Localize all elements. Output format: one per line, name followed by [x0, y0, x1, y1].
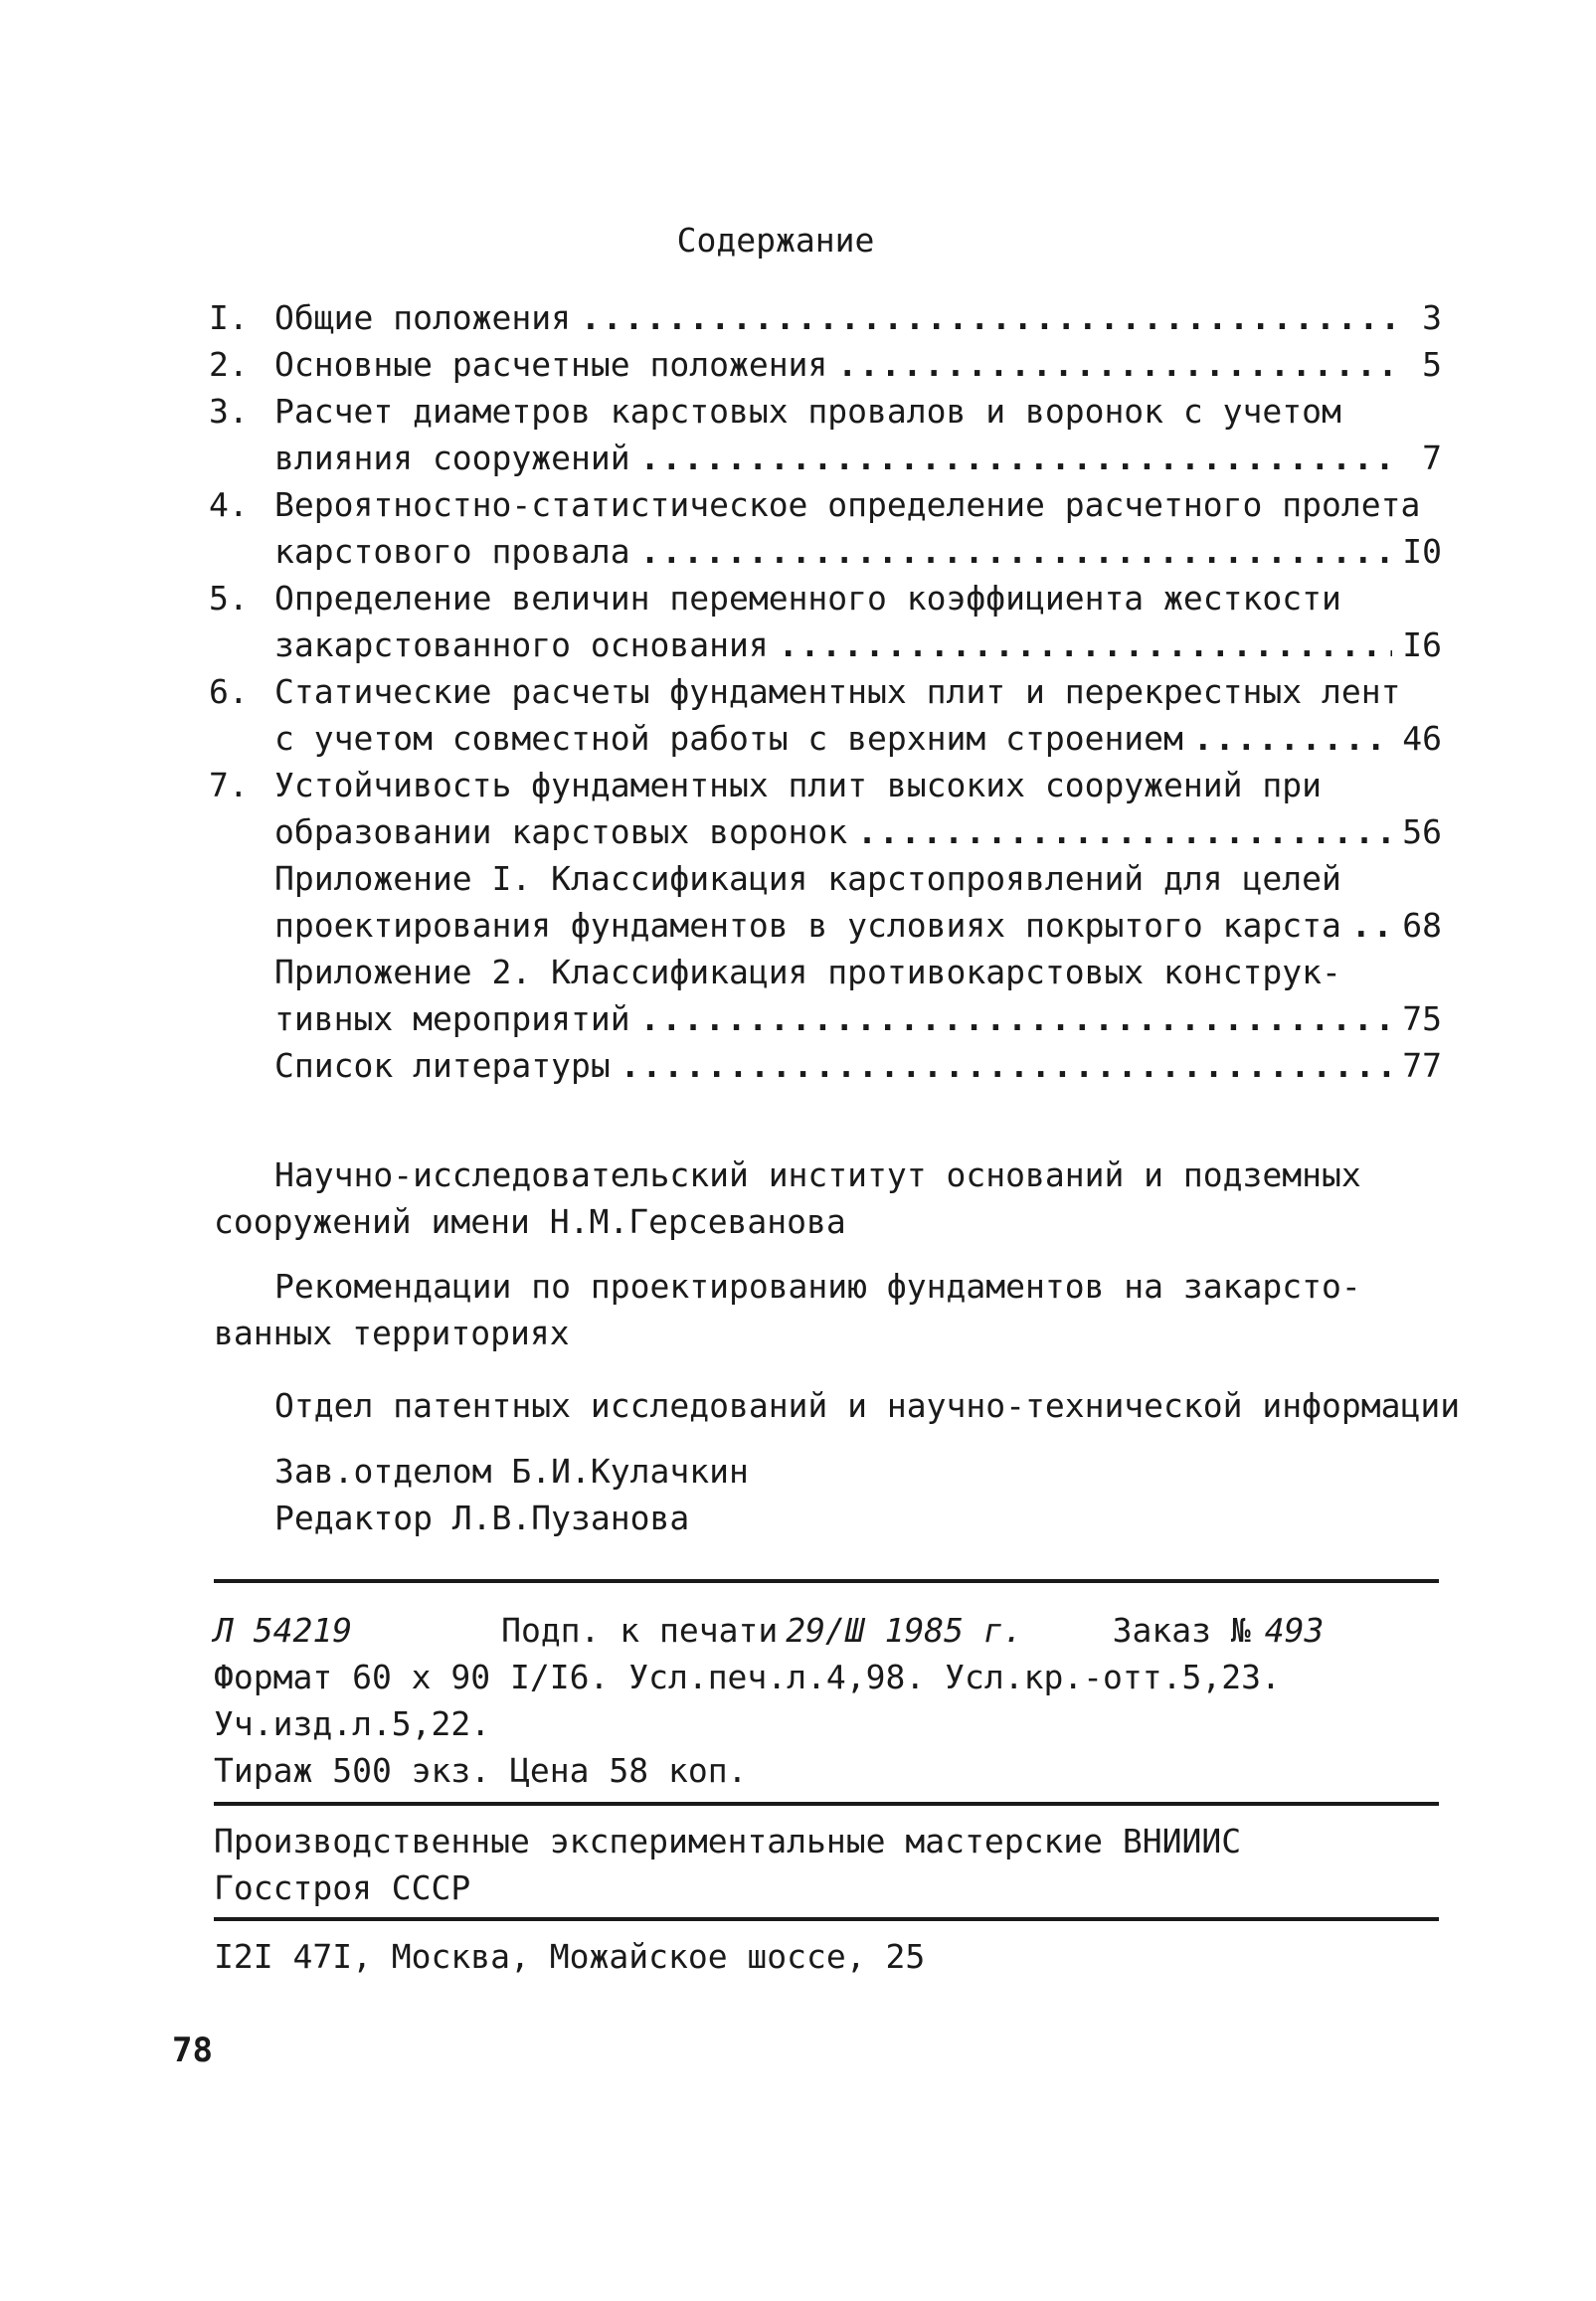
toc-text: с учетом совместной работы с верхним строением — [274, 719, 1183, 758]
toc-entry-5[interactable] — [209, 579, 1442, 625]
signed-date: 29/Ш 1985 г. — [786, 1611, 1023, 1650]
toc-page: 5 — [1422, 345, 1442, 384]
toc-entry-3-cont[interactable] — [209, 439, 1442, 485]
imprint-format: Формат 60 х 90 I/I6. Усл.печ.л.4,98. Усл.кр.-отт.5,23. — [214, 1658, 1281, 1696]
department: Отдел патентных исследований и научно-технической информации — [274, 1386, 1461, 1425]
divider-rule — [214, 1579, 1439, 1583]
toc-number: I. — [209, 298, 249, 337]
toc-page: 3 — [1422, 298, 1442, 337]
editor: Редактор Л.В.Пузанова — [274, 1499, 690, 1537]
printer-line-2: Госстроя СССР — [214, 1868, 471, 1907]
toc-entry-references[interactable] — [209, 1046, 1442, 1093]
toc-text: Основные расчетные положения — [274, 345, 828, 384]
toc-number: 6. — [209, 672, 249, 711]
order-label: Заказ № — [1112, 1611, 1251, 1650]
toc-entry-4-cont[interactable] — [209, 532, 1442, 579]
dot-leader — [581, 298, 1402, 337]
imprint-edition-sheets: Уч.изд.л.5,22. — [214, 1704, 491, 1743]
toc-text: Приложение I. Классификация карстопроявлений для целей — [274, 859, 1341, 898]
dot-leader — [640, 532, 1393, 571]
toc-page: 56 — [1402, 812, 1442, 851]
toc-text: закарстованного основания — [274, 625, 769, 664]
toc-text: Расчет диаметров карстовых провалов и воронок с учетом — [274, 392, 1341, 431]
imprint-code: Л 54219 — [214, 1611, 353, 1650]
recommendations-line-1: Рекомендации по проектированию фундаментов на закарсто- — [274, 1267, 1361, 1306]
toc-page: I0 — [1402, 532, 1442, 571]
toc-entry-4[interactable] — [209, 485, 1442, 532]
toc-text: Вероятностно-статистическое определение расчетного пролета — [274, 485, 1421, 524]
toc-text: тивных мероприятий — [274, 999, 630, 1038]
institute-line-1: Научно-исследовательский институт оснований и подземных — [274, 1155, 1361, 1194]
toc-page: 68 — [1402, 906, 1442, 945]
toc-text: образовании карстовых воронок — [274, 812, 848, 851]
toc-page: I6 — [1402, 625, 1442, 664]
toc-entry-3[interactable] — [209, 392, 1442, 439]
dot-leader — [857, 812, 1392, 851]
contents-title: Содержание — [676, 221, 875, 260]
toc-text: Определение величин переменного коэффициента жесткости — [274, 579, 1341, 618]
dot-leader — [640, 999, 1393, 1038]
dot-leader — [1351, 906, 1392, 945]
toc-text: проектирования фундаментов в условиях покрытого карста — [274, 906, 1341, 945]
toc-text: Общие положения — [274, 298, 572, 337]
toc-text: влияния сооружений — [274, 439, 630, 477]
table-of-contents — [209, 298, 1442, 1093]
toc-number: 7. — [209, 766, 249, 804]
toc-entry-appendix-1[interactable] — [209, 859, 1442, 906]
imprint-circulation: Тираж 500 экз. Цена 58 коп. — [214, 1751, 748, 1790]
toc-number: 2. — [209, 345, 249, 384]
printer-line-1: Производственные экспериментальные мастерские ВНИИИС — [214, 1822, 1242, 1860]
printer-address: I2I 47I, Москва, Можайское шоссе, 25 — [214, 1937, 926, 1976]
dot-leader — [837, 345, 1402, 384]
toc-entry-6[interactable] — [209, 672, 1442, 719]
toc-entry-7-cont[interactable] — [209, 812, 1442, 859]
toc-entry-appendix-2[interactable] — [209, 953, 1442, 999]
signed-label: Подп. к печати — [501, 1611, 779, 1650]
imprint-line-1 — [214, 1607, 1324, 1654]
toc-entry-appendix-1-cont[interactable] — [209, 906, 1442, 953]
divider-rule — [214, 1802, 1439, 1806]
toc-page: 75 — [1402, 999, 1442, 1038]
toc-text: Статические расчеты фундаментных плит и перекрестных лент — [274, 672, 1401, 711]
toc-entry-1[interactable] — [209, 298, 1442, 345]
divider-rule — [214, 1917, 1439, 1921]
order-number: 493 — [1264, 1611, 1325, 1650]
recommendations-line-2: ванных территориях — [214, 1314, 570, 1352]
toc-number: 4. — [209, 485, 249, 524]
toc-entry-2[interactable] — [209, 345, 1442, 392]
toc-page: 46 — [1402, 719, 1442, 758]
toc-page: 7 — [1422, 439, 1442, 477]
toc-page: 77 — [1402, 1046, 1442, 1085]
toc-text: Приложение 2. Классификация противокарстовых конструк- — [274, 953, 1341, 991]
toc-entry-6-cont[interactable] — [209, 719, 1442, 766]
toc-text: Устойчивость фундаментных плит высоких сооружений при — [274, 766, 1322, 804]
dot-leader — [1193, 719, 1392, 758]
toc-entry-5-cont[interactable] — [209, 625, 1442, 672]
department-head: Зав.отделом Б.И.Кулачкин — [274, 1452, 749, 1491]
page-number: 78 — [172, 2031, 213, 2070]
toc-number: 3. — [209, 392, 249, 431]
toc-number: 5. — [209, 579, 249, 618]
toc-entry-7[interactable] — [209, 766, 1442, 812]
dot-leader — [640, 439, 1402, 477]
toc-entry-appendix-2-cont[interactable] — [209, 999, 1442, 1046]
institute-line-2: сооружений имени Н.М.Герсеванова — [214, 1202, 846, 1241]
toc-text: Список литературы — [274, 1046, 611, 1085]
dot-leader — [779, 625, 1393, 664]
toc-text: карстового провала — [274, 532, 630, 571]
dot-leader — [621, 1046, 1392, 1085]
